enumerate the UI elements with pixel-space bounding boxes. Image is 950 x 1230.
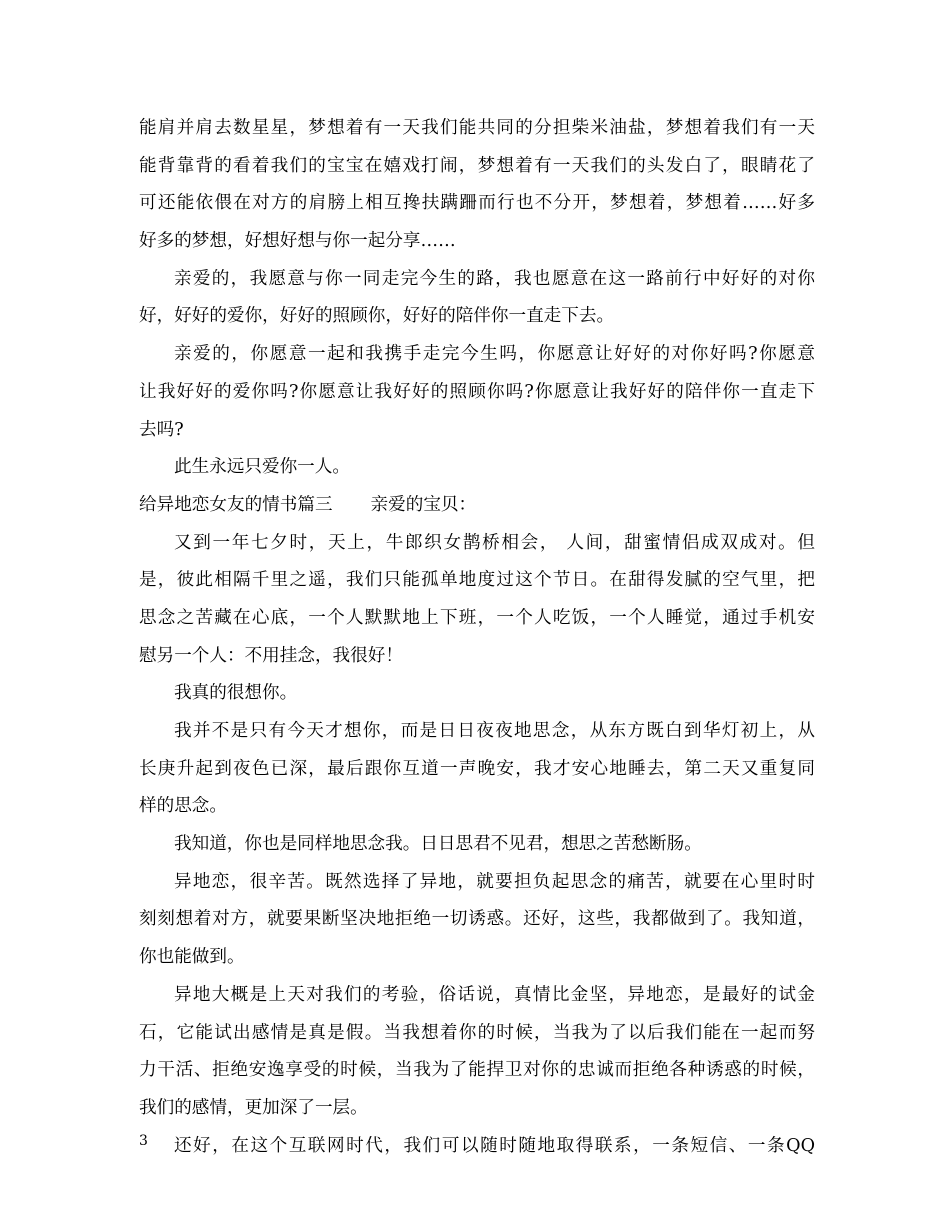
text-line: 此生永远只爱你一人。 xyxy=(174,457,350,478)
text-line: 能肩并肩去数星星，梦想着有一天我们能共同的分担柴米油盐，梦想着我们有一天 xyxy=(139,118,815,138)
text-line: 能背靠背的看着我们的宝宝在嬉戏打闹，梦想着有一天我们的头发白了，眼睛花了 xyxy=(139,155,815,176)
text-line: 你也能做到。 xyxy=(139,947,245,968)
text-line: 好多的梦想，好想好想与你一起分享…… xyxy=(139,231,456,252)
section-heading-line xyxy=(139,487,815,525)
text-line: 亲爱的，你愿意一起和我携手走完今生吗，你愿意让好好的对你好吗?你愿意 xyxy=(174,344,815,365)
text-line: 我并不是只有今天才想你，而是日日夜夜地思念，从东方既白到华灯初上，从 xyxy=(174,721,815,741)
text-line: 异地大概是上天对我们的考验，俗话说，真情比金坚，异地恋，是最好的试金 xyxy=(174,984,815,1005)
text-line: 慰另一个人：不用挂念，我很好！ xyxy=(139,645,403,666)
page-number: 3 xyxy=(139,1133,148,1149)
salutation: 亲爱的宝贝： xyxy=(370,494,477,515)
text-line: 是，彼此相隔千里之遥，我们只能孤单地度过这个节日。在甜得发腻的空气里，把 xyxy=(139,570,815,591)
text-line: 亲爱的，我愿意与你一同走完今生的路，我也愿意在这一路前行中好好的对你 xyxy=(174,268,815,289)
text-line: 石，它能试出感情是真是假。当我想着你的时候，当我为了以后我们能在一起而努 xyxy=(139,1022,815,1043)
text-line: 异地恋，很辛苦。既然选择了异地，就要担负起思念的痛苦，就要在心里时时 xyxy=(174,871,815,892)
text-line: 我真的很想你。 xyxy=(174,683,298,704)
document-body xyxy=(139,110,815,1165)
section-heading: 给异地恋女友的情书篇三 xyxy=(139,494,333,515)
text-line: 刻刻想着对方，就要果断坚决地拒绝一切诱惑。还好，这些，我都做到了。我知道， xyxy=(139,909,815,930)
text-line: 可还能依偎在对方的肩膀上相互搀扶蹒跚而行也不分开，梦想着，梦想着……好多 xyxy=(139,193,815,214)
text-line: 去吗? xyxy=(139,419,184,440)
text-line: 长庚升起到夜色已深，最后跟你互道一声晚安，我才安心地睡去，第二天又重复同 xyxy=(139,758,815,779)
text-line: 思念之苦藏在心底，一个人默默地上下班，一个人吃饭，一个人睡觉，通过手机安 xyxy=(139,607,815,628)
text-line: 样的思念。 xyxy=(139,796,227,817)
text-line: 还好，在这个互联网时代，我们可以随时随地取得联系，一条短信、一条QQ xyxy=(174,1135,815,1156)
text-line: 又到一年七夕时，天上，牛郎织女鹊桥相会， 人间，甜蜜情侣成双成对。但 xyxy=(174,532,815,553)
text-line: 力干活、拒绝安逸享受的时候，当我为了能捍卫对你的忠诚而拒绝各种诱惑的时候， xyxy=(139,1060,815,1081)
text-line: 让我好好的爱你吗?你愿意让我好好的照顾你吗?你愿意让我好好的陪伴你一直走下 xyxy=(139,381,815,402)
text-line: 我们的感情，更加深了一层。 xyxy=(139,1097,368,1118)
text-line: 好，好好的爱你，好好的照顾你，好好的陪伴你一直走下去。 xyxy=(139,306,615,327)
text-line: 我知道，你也是同样地思念我。日日思君不见君，想思之苦愁断肠。 xyxy=(174,834,702,855)
